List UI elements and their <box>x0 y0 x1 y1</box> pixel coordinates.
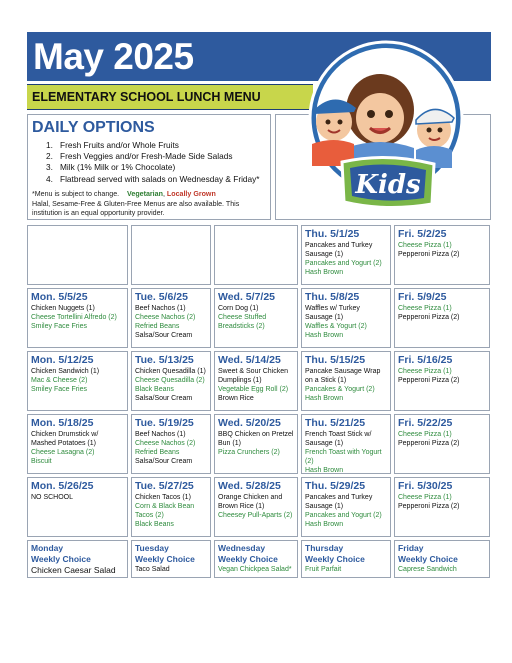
empty-day-cell <box>131 225 211 285</box>
day-cell <box>301 477 391 537</box>
subtitle-bar <box>27 84 313 110</box>
menu-item: Salsa/Sour Cream <box>135 395 193 403</box>
menu-item: Chicken Quesadilla (1) <box>135 368 206 375</box>
menu-item: Sweet & Sour Chicken Dumplings (1) <box>218 368 289 385</box>
locally-grown-legend: Locally Grown <box>166 189 216 198</box>
weekly-choice-label: Weekly Choice <box>31 554 91 564</box>
option-text: Milk (1% Milk or 1% Chocolate) <box>60 162 176 173</box>
menu-item: BBQ Chicken on Pretzel Bun (1) <box>218 431 294 448</box>
weekly-choice-label: Weekly Choice <box>398 554 458 564</box>
menu-item: Smiley Face Fries <box>31 323 88 331</box>
day-date: Fri. 5/16/25 <box>398 354 453 366</box>
menu-item: Pancakes and Yogurt (2) <box>305 260 382 268</box>
menu-item: Cheese Pizza (1) <box>398 431 452 438</box>
day-cell <box>394 225 490 285</box>
disclaimer: Halal, Sesame-Free & Gluten-Free Menus are also available. This institution is an equal opportunity provider. <box>32 199 240 218</box>
weekly-choice-cell <box>214 540 298 578</box>
option-number: 2. <box>46 151 53 162</box>
week-row <box>27 414 493 474</box>
day-date: Tue. 5/19/25 <box>135 417 194 429</box>
weekly-choice-cell <box>301 540 391 578</box>
menu-item: Brown Rice <box>218 395 254 403</box>
menu-item: Hash Brown <box>305 395 344 403</box>
option-text: Fresh Veggies and/or Fresh-Made Side Salads <box>60 151 233 162</box>
menu-item: Cheese Quesadilla (2) <box>135 377 205 385</box>
menu-item: NO SCHOOL <box>31 494 74 501</box>
menu-item: Smiley Face Fries <box>31 386 88 394</box>
day-date: Mon. 5/5/25 <box>31 291 88 303</box>
day-cell <box>394 477 490 537</box>
option-number: 4. <box>46 173 53 184</box>
day-date: Mon. 5/26/25 <box>31 480 94 492</box>
day-date: Mon. 5/12/25 <box>31 354 94 366</box>
weekly-day: Tuesday <box>135 543 169 553</box>
menu-item: Cheese Pizza (1) <box>398 368 452 375</box>
weekly-choice-item: Vegan Chickpea Salad* <box>218 566 292 573</box>
weekly-day: Wednesday <box>218 543 266 553</box>
menu-item: Orange Chicken and Brown Rice (1) <box>218 494 283 511</box>
menu-item: Pancakes & Yogurt (2) <box>305 386 375 394</box>
day-cell <box>394 351 490 411</box>
day-cell <box>214 414 298 474</box>
menu-item: Salsa/Sour Cream <box>135 458 193 466</box>
menu-item: Hash Brown <box>305 269 344 277</box>
day-cell <box>301 414 391 474</box>
day-cell <box>131 288 211 348</box>
menu-item: Pancake Sausage Wrap on a Stick (1) <box>305 368 381 385</box>
day-date: Thu. 5/21/25 <box>305 417 366 429</box>
day-cell <box>27 414 128 474</box>
daily-options-box <box>27 114 271 220</box>
note-separator: , <box>162 189 165 198</box>
weekly-day: Thursday <box>305 543 344 553</box>
daily-option-item <box>32 151 270 162</box>
menu-item: Cheese Lasagna (2) <box>31 449 95 457</box>
menu-item: Black Beans <box>135 386 174 394</box>
option-text: Fresh Fruits and/or Whole Fruits <box>60 140 179 150</box>
empty-day-cell <box>214 225 298 285</box>
day-cell <box>301 288 391 348</box>
day-date: Tue. 5/27/25 <box>135 480 194 492</box>
day-date: Wed. 5/7/25 <box>218 291 276 303</box>
day-cell <box>214 288 298 348</box>
day-date: Tue. 5/6/25 <box>135 291 188 303</box>
daily-options-heading: DAILY OPTIONS <box>32 119 155 136</box>
vegetarian-legend: Vegetarian <box>127 189 163 198</box>
menu-item: Refried Beans <box>135 323 180 331</box>
menu-item: Cheese Pizza (1) <box>398 305 452 312</box>
menu-item: Beef Nachos (1) <box>135 305 186 312</box>
menu-item: Pepperoni Pizza (2) <box>398 314 460 322</box>
weekly-choice-label: Weekly Choice <box>305 554 365 564</box>
day-date: Fri. 5/9/25 <box>398 291 447 303</box>
logo-brand-text: Kids <box>355 170 421 200</box>
menu-item: Biscuit <box>31 458 52 466</box>
day-date: Fri. 5/2/25 <box>398 228 447 240</box>
mascot-illustration <box>284 40 486 220</box>
weekly-day: Friday <box>398 543 424 553</box>
day-cell <box>131 477 211 537</box>
day-cell <box>131 414 211 474</box>
week-row <box>27 288 493 348</box>
menu-note <box>32 189 270 199</box>
day-cell <box>214 477 298 537</box>
menu-item: Cheese Pizza (1) <box>398 242 452 249</box>
menu-item: Pizza Crunchers (2) <box>218 449 280 457</box>
day-date: Mon. 5/18/25 <box>31 417 94 429</box>
menu-item: Pancakes and Turkey Sausage (1) <box>305 494 373 511</box>
menu-item: French Toast with Yogurt (2) <box>305 449 382 466</box>
weekly-choice-item: Chicken Caesar Salad <box>31 565 116 575</box>
day-date: Thu. 5/1/25 <box>305 228 360 240</box>
option-number: 3. <box>46 162 53 173</box>
day-date: Wed. 5/28/25 <box>218 480 281 492</box>
note-prefix: *Menu is subject to change. <box>32 189 120 198</box>
day-cell <box>301 351 391 411</box>
menu-item: Cheese Nachos (2) <box>135 314 196 322</box>
menu-calendar <box>27 225 493 581</box>
weekly-choice-cell <box>27 540 128 578</box>
menu-item: Chicken Tacos (1) <box>135 494 191 501</box>
menu-item: Cheesey Pull-Aparts (2) <box>218 512 293 520</box>
day-date: Thu. 5/15/25 <box>305 354 366 366</box>
day-date: Tue. 5/13/25 <box>135 354 194 366</box>
menu-item: Waffles & Yogurt (2) <box>305 323 367 331</box>
menu-item: Pepperoni Pizza (2) <box>398 503 460 511</box>
option-number: 1. <box>46 140 53 150</box>
weekly-choice-item: Taco Salad <box>135 566 170 573</box>
day-cell <box>27 288 128 348</box>
menu-item: Beef Nachos (1) <box>135 431 186 438</box>
weekly-choice-label: Weekly Choice <box>218 554 278 564</box>
menu-item: Corn & Black Bean Tacos (2) <box>135 503 195 520</box>
weekly-choice-item: Caprese Sandwich <box>398 566 457 573</box>
menu-item: Cheese Stuffed Breadsticks (2) <box>218 314 267 331</box>
day-cell <box>131 351 211 411</box>
weekly-choice-cell <box>394 540 490 578</box>
week-row <box>27 477 493 537</box>
menu-item: Waffles w/ Turkey Sausage (1) <box>305 305 360 322</box>
daily-option-item <box>32 174 270 185</box>
day-date: Wed. 5/14/25 <box>218 354 281 366</box>
menu-item: Black Beans <box>135 521 174 529</box>
weekly-choice-label: Weekly Choice <box>135 554 195 564</box>
menu-item: French Toast Stick w/ Sausage (1) <box>305 431 372 448</box>
menu-item: Cheese Nachos (2) <box>135 440 196 448</box>
day-date: Wed. 5/20/25 <box>218 417 281 429</box>
weekly-choice-cell <box>131 540 211 578</box>
menu-item: Chicken Drumstick w/ Mashed Potatoes (1) <box>31 431 99 448</box>
daily-options-list <box>32 140 270 185</box>
empty-day-cell <box>27 225 128 285</box>
daily-option-item <box>32 140 270 151</box>
weeks-container <box>27 225 493 537</box>
weekly-choice-row <box>27 540 493 578</box>
menu-item: Chicken Nuggets (1) <box>31 305 95 312</box>
menu-item: Salsa/Sour Cream <box>135 332 193 340</box>
day-cell <box>394 414 490 474</box>
day-date: Thu. 5/29/25 <box>305 480 366 492</box>
week-row <box>27 225 493 285</box>
kids-cafe-stop-logo <box>284 40 486 220</box>
week-row <box>27 351 493 411</box>
day-cell <box>301 225 391 285</box>
menu-item: Corn Dog (1) <box>218 305 259 312</box>
menu-item: Cheese Pizza (1) <box>398 494 452 501</box>
menu-subtitle: ELEMENTARY SCHOOL LUNCH MENU <box>32 90 261 104</box>
day-cell <box>27 351 128 411</box>
day-cell <box>394 288 490 348</box>
menu-item: Hash Brown <box>305 521 344 529</box>
daily-option-item <box>32 162 270 173</box>
day-date: Thu. 5/8/25 <box>305 291 360 303</box>
menu-item: Hash Brown <box>305 467 344 474</box>
menu-item: Chicken Sandwich (1) <box>31 368 100 375</box>
menu-item: Pancakes and Turkey Sausage (1) <box>305 242 373 259</box>
page-title: May 2025 <box>33 36 194 77</box>
menu-item: Refried Beans <box>135 449 180 457</box>
weekly-day: Monday <box>31 543 64 553</box>
day-cell <box>214 351 298 411</box>
day-date: Fri. 5/22/25 <box>398 417 453 429</box>
menu-item: Vegetable Egg Roll (2) <box>218 386 289 394</box>
option-text: Flatbread served with salads on Wednesday & Friday* <box>60 173 260 184</box>
day-cell <box>27 477 128 537</box>
menu-item: Pepperoni Pizza (2) <box>398 251 460 259</box>
menu-item: Cheese Tortellini Alfredo (2) <box>31 314 117 322</box>
day-date: Fri. 5/30/25 <box>398 480 453 492</box>
menu-item: Pepperoni Pizza (2) <box>398 377 460 385</box>
weekly-choice-item: Fruit Parfait <box>305 566 342 573</box>
menu-item: Mac & Cheese (2) <box>31 377 88 385</box>
menu-item: Pepperoni Pizza (2) <box>398 440 460 448</box>
menu-item: Pancakes and Yogurt (2) <box>305 512 382 520</box>
menu-item: Hash Brown <box>305 332 344 340</box>
